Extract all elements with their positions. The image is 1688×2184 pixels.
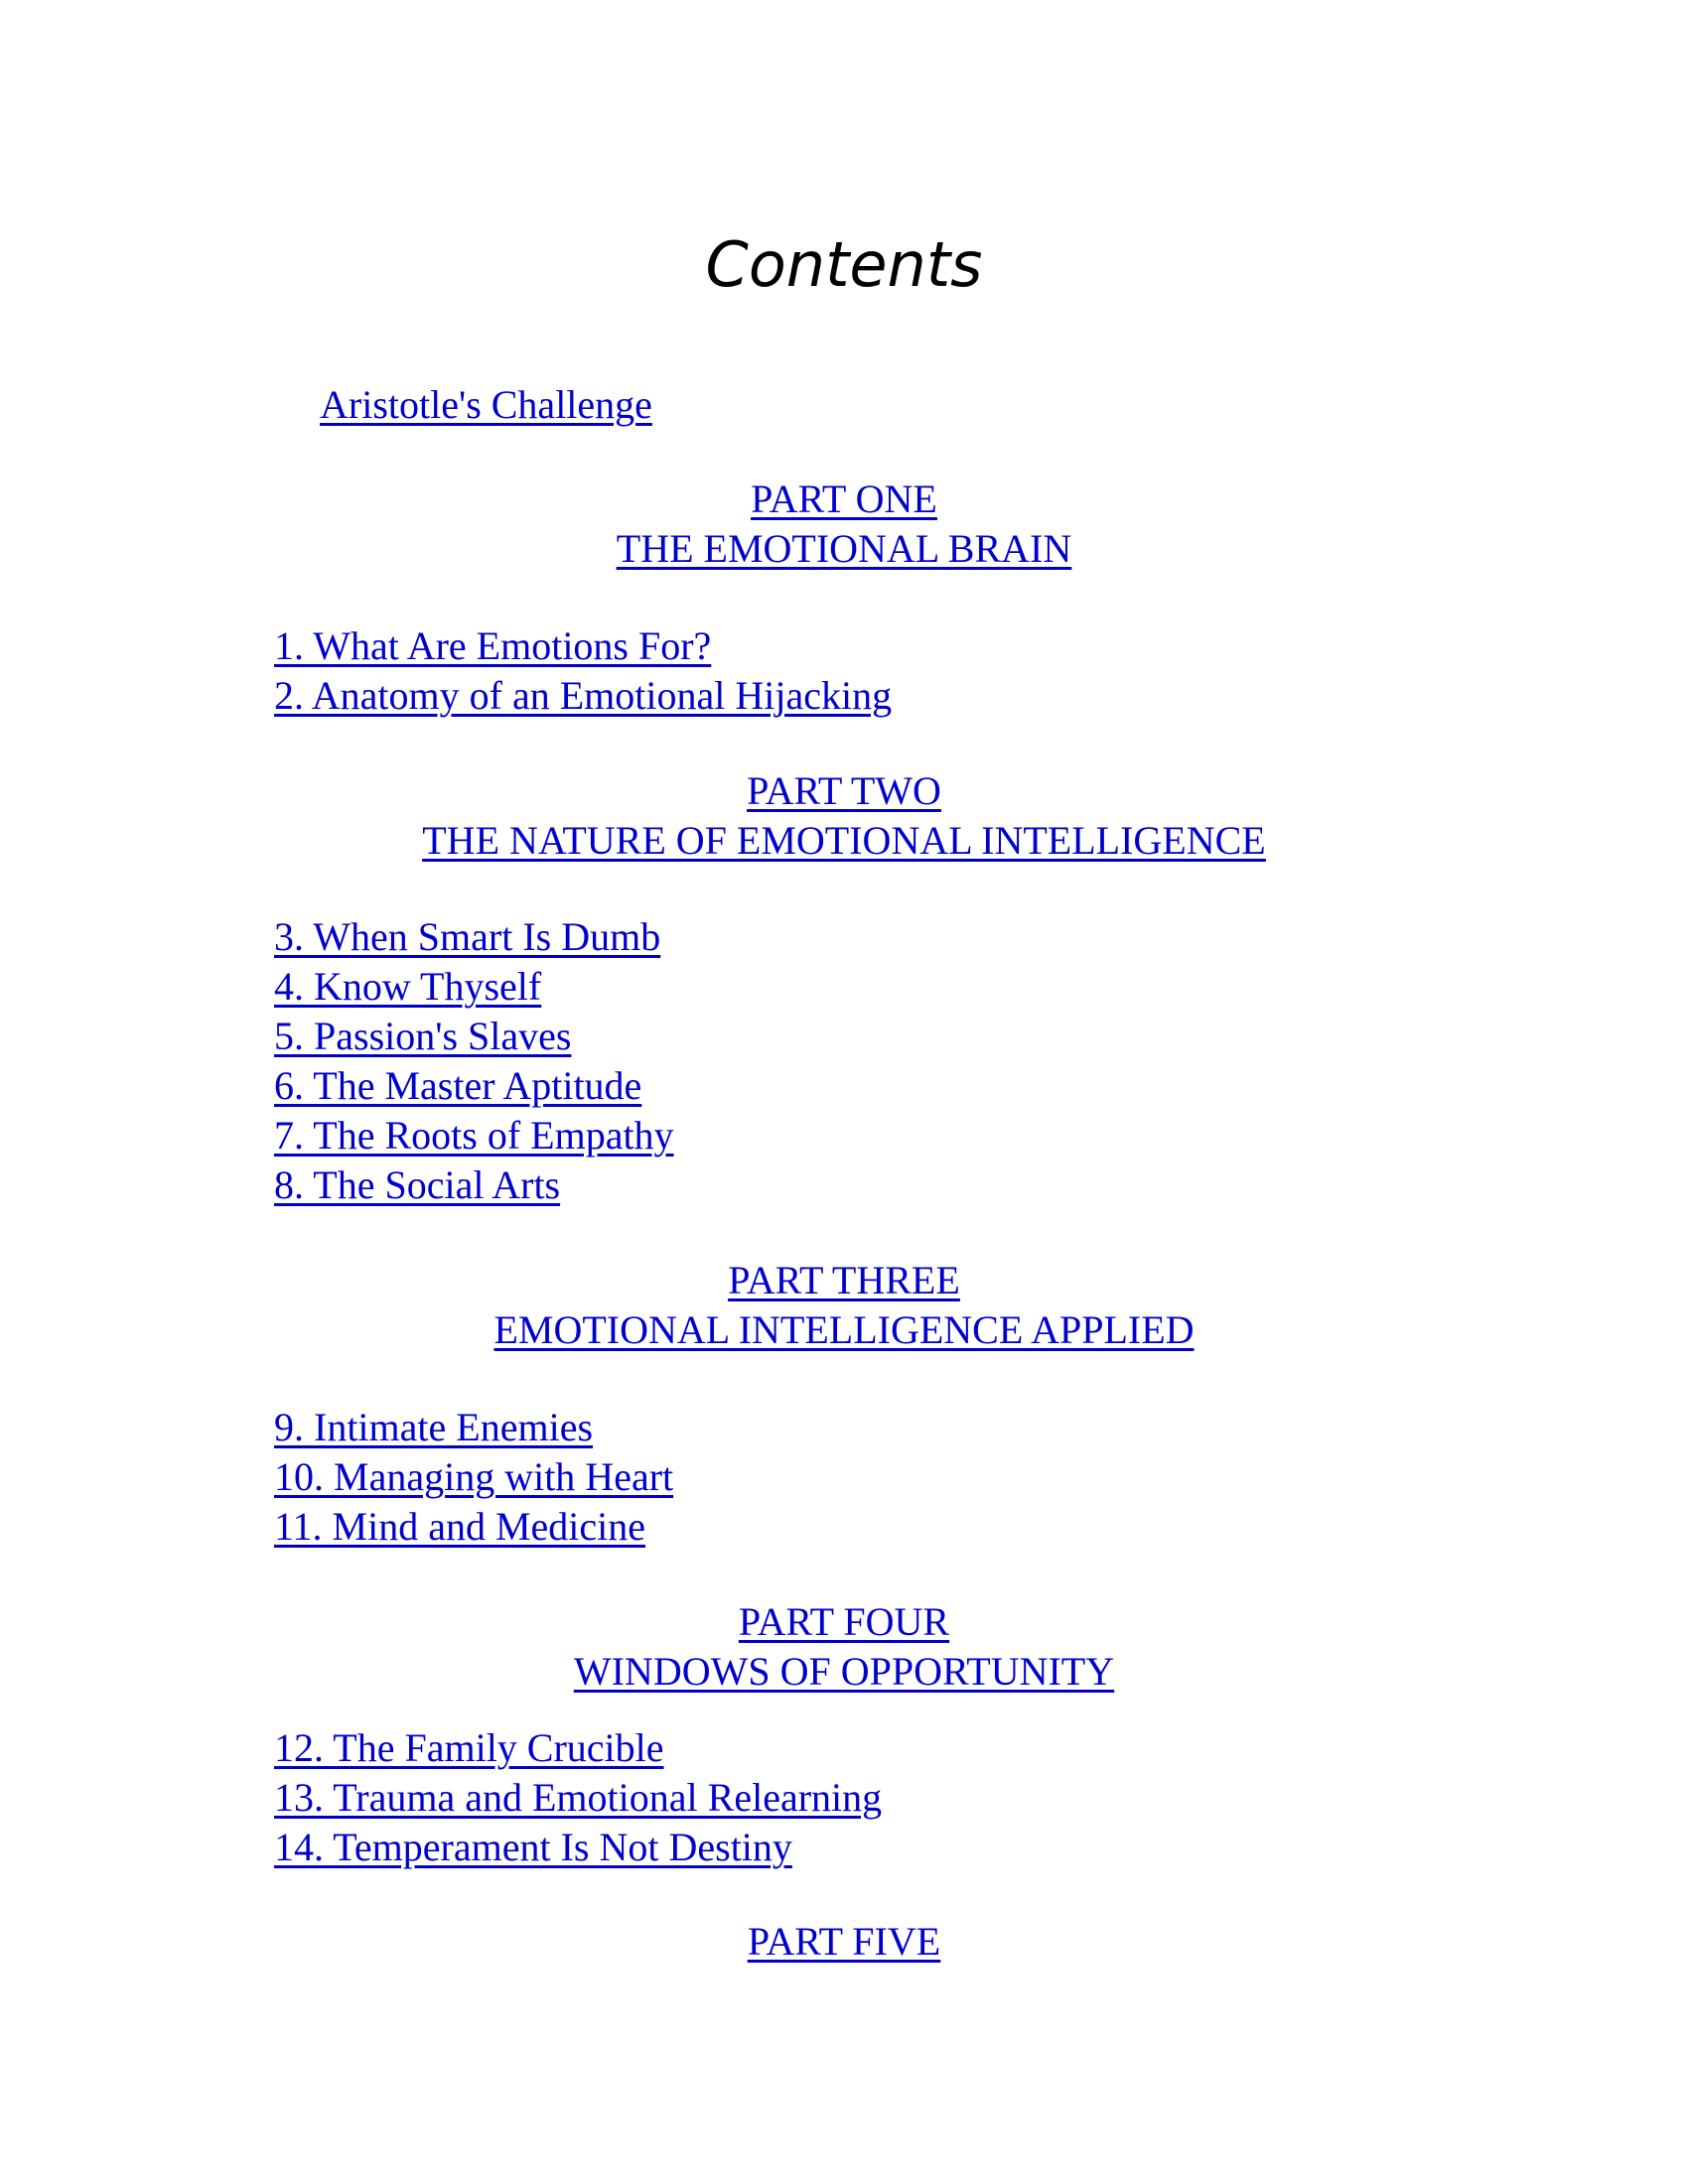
toc-chapter-11[interactable]: 11. Mind and Medicine	[274, 1504, 646, 1549]
toc-part-three-title[interactable]: EMOTIONAL INTELLIGENCE APPLIED	[493, 1307, 1195, 1352]
toc-chapter-13[interactable]: 13. Trauma and Emotional Relearning	[274, 1775, 883, 1820]
toc-chapter-14[interactable]: 14. Temperament Is Not Destiny	[274, 1825, 792, 1869]
toc-part-one-label[interactable]: PART ONE	[751, 477, 937, 521]
toc-chapter-6[interactable]: 6. The Master Aptitude	[274, 1063, 642, 1108]
toc-chapter-1[interactable]: 1. What Are Emotions For?	[274, 623, 712, 668]
toc-chapter-8[interactable]: 8. The Social Arts	[274, 1162, 561, 1207]
toc-chapter-5[interactable]: 5. Passion's Slaves	[274, 1014, 572, 1058]
page-title: Contents	[705, 228, 983, 301]
toc-part-four-title[interactable]: WINDOWS OF OPPORTUNITY	[573, 1649, 1115, 1694]
toc-chapter-2[interactable]: 2. Anatomy of an Emotional Hijacking	[274, 673, 893, 718]
toc-part-two-title[interactable]: THE NATURE OF EMOTIONAL INTELLIGENCE	[422, 818, 1266, 863]
toc-part-five-label[interactable]: PART FIVE	[747, 1919, 941, 1964]
toc-part-four-label[interactable]: PART FOUR	[738, 1599, 950, 1644]
toc-part-one-title[interactable]: THE EMOTIONAL BRAIN	[616, 526, 1072, 571]
toc-chapter-12[interactable]: 12. The Family Crucible	[274, 1725, 664, 1770]
toc-part-three-label[interactable]: PART THREE	[728, 1258, 960, 1302]
toc-chapter-9[interactable]: 9. Intimate Enemies	[274, 1405, 594, 1449]
toc-chapter-4[interactable]: 4. Know Thyself	[274, 964, 542, 1009]
toc-chapter-10[interactable]: 10. Managing with Heart	[274, 1454, 674, 1499]
toc-chapter-7[interactable]: 7. The Roots of Empathy	[274, 1113, 674, 1158]
toc-link-intro[interactable]: Aristotle's Challenge	[320, 382, 652, 427]
toc-chapter-3[interactable]: 3. When Smart Is Dumb	[274, 914, 661, 959]
toc-part-two-label[interactable]: PART TWO	[747, 768, 941, 813]
